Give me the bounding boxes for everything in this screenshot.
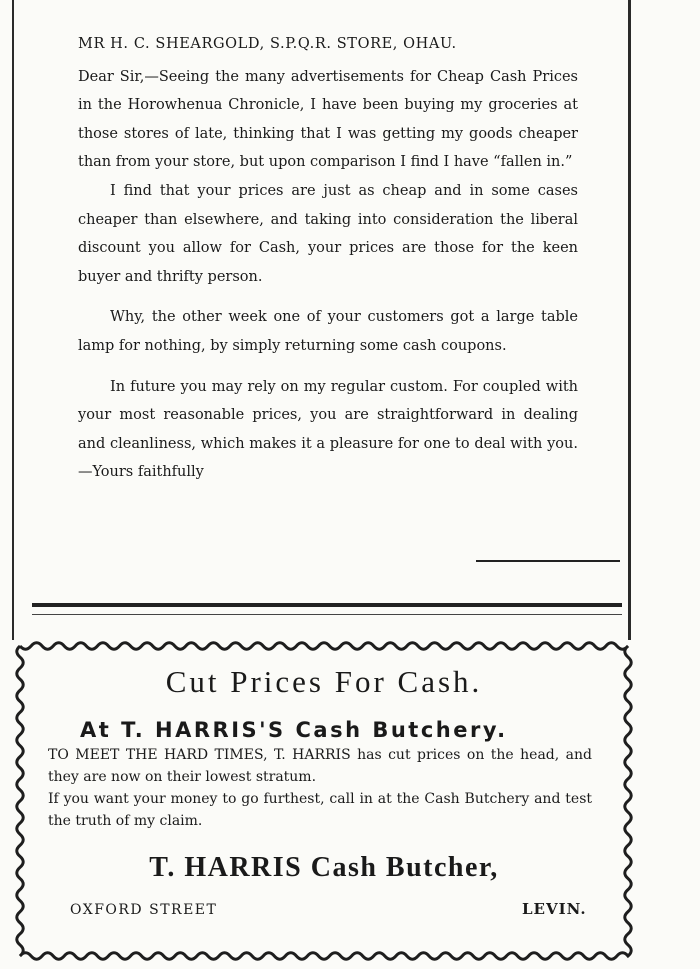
letter-heading: MR H. C. SHEARGOLD, S.P.Q.R. STORE, OHAU. [78, 36, 457, 52]
advert-street: OXFORD STREET [70, 902, 218, 918]
letter-paragraph-3: Why, the other week one of your customers got a large table lamp for nothing, by simply returning some cash coupons. [78, 309, 578, 354]
advert-body [48, 744, 592, 832]
section-divider-thick [32, 603, 622, 607]
letter-paragraph-2: I find that your prices are just as cheap and in some cases cheaper than elsewhere, and taking into consideration the liberal discount you allow for Cash, your prices are those for the keen buyer and thrifty person. [78, 182, 578, 285]
butchery-advertisement [14, 640, 634, 962]
letter-paragraph-1: Dear Sir,—Seeing the many advertisements for Cheap Cash Prices in the Horowhenua Chronicle, I have been buying my groceries at those stores of late, thinking that I was getting my goods cheaper than from your store, but upon comparison I find I have “fallen in.” [78, 68, 578, 171]
advert-business-name: T. HARRIS Cash Butcher, [149, 852, 499, 883]
letter-paragraph-4: In future you may rely on my regular custom. For coupled with your most reasonable prices, you are straightforward in dealing and cleanliness, which makes it a pleasure for one to deal with you.—Yours faithfully [78, 378, 578, 481]
advert-subtitle: At T. HARRIS'S Cash Butchery. [80, 718, 508, 742]
advert-body-paragraph-1: TO MEET THE HARD TIMES, T. HARRIS has cut prices on the head, and they are now on their lowest stratum. [48, 747, 592, 785]
advert-town: LEVIN. [522, 900, 587, 918]
advert-title: Cut Prices For Cash. [165, 664, 483, 699]
testimonial-letter [78, 30, 578, 487]
advert-body-paragraph-2: If you want your money to go furthest, call in at the Cash Butchery and test the truth of my claim. [48, 791, 592, 829]
right-column-rule [628, 0, 631, 640]
left-column-rule [12, 0, 14, 640]
signature-line [476, 560, 620, 562]
section-divider-thin [32, 614, 622, 615]
